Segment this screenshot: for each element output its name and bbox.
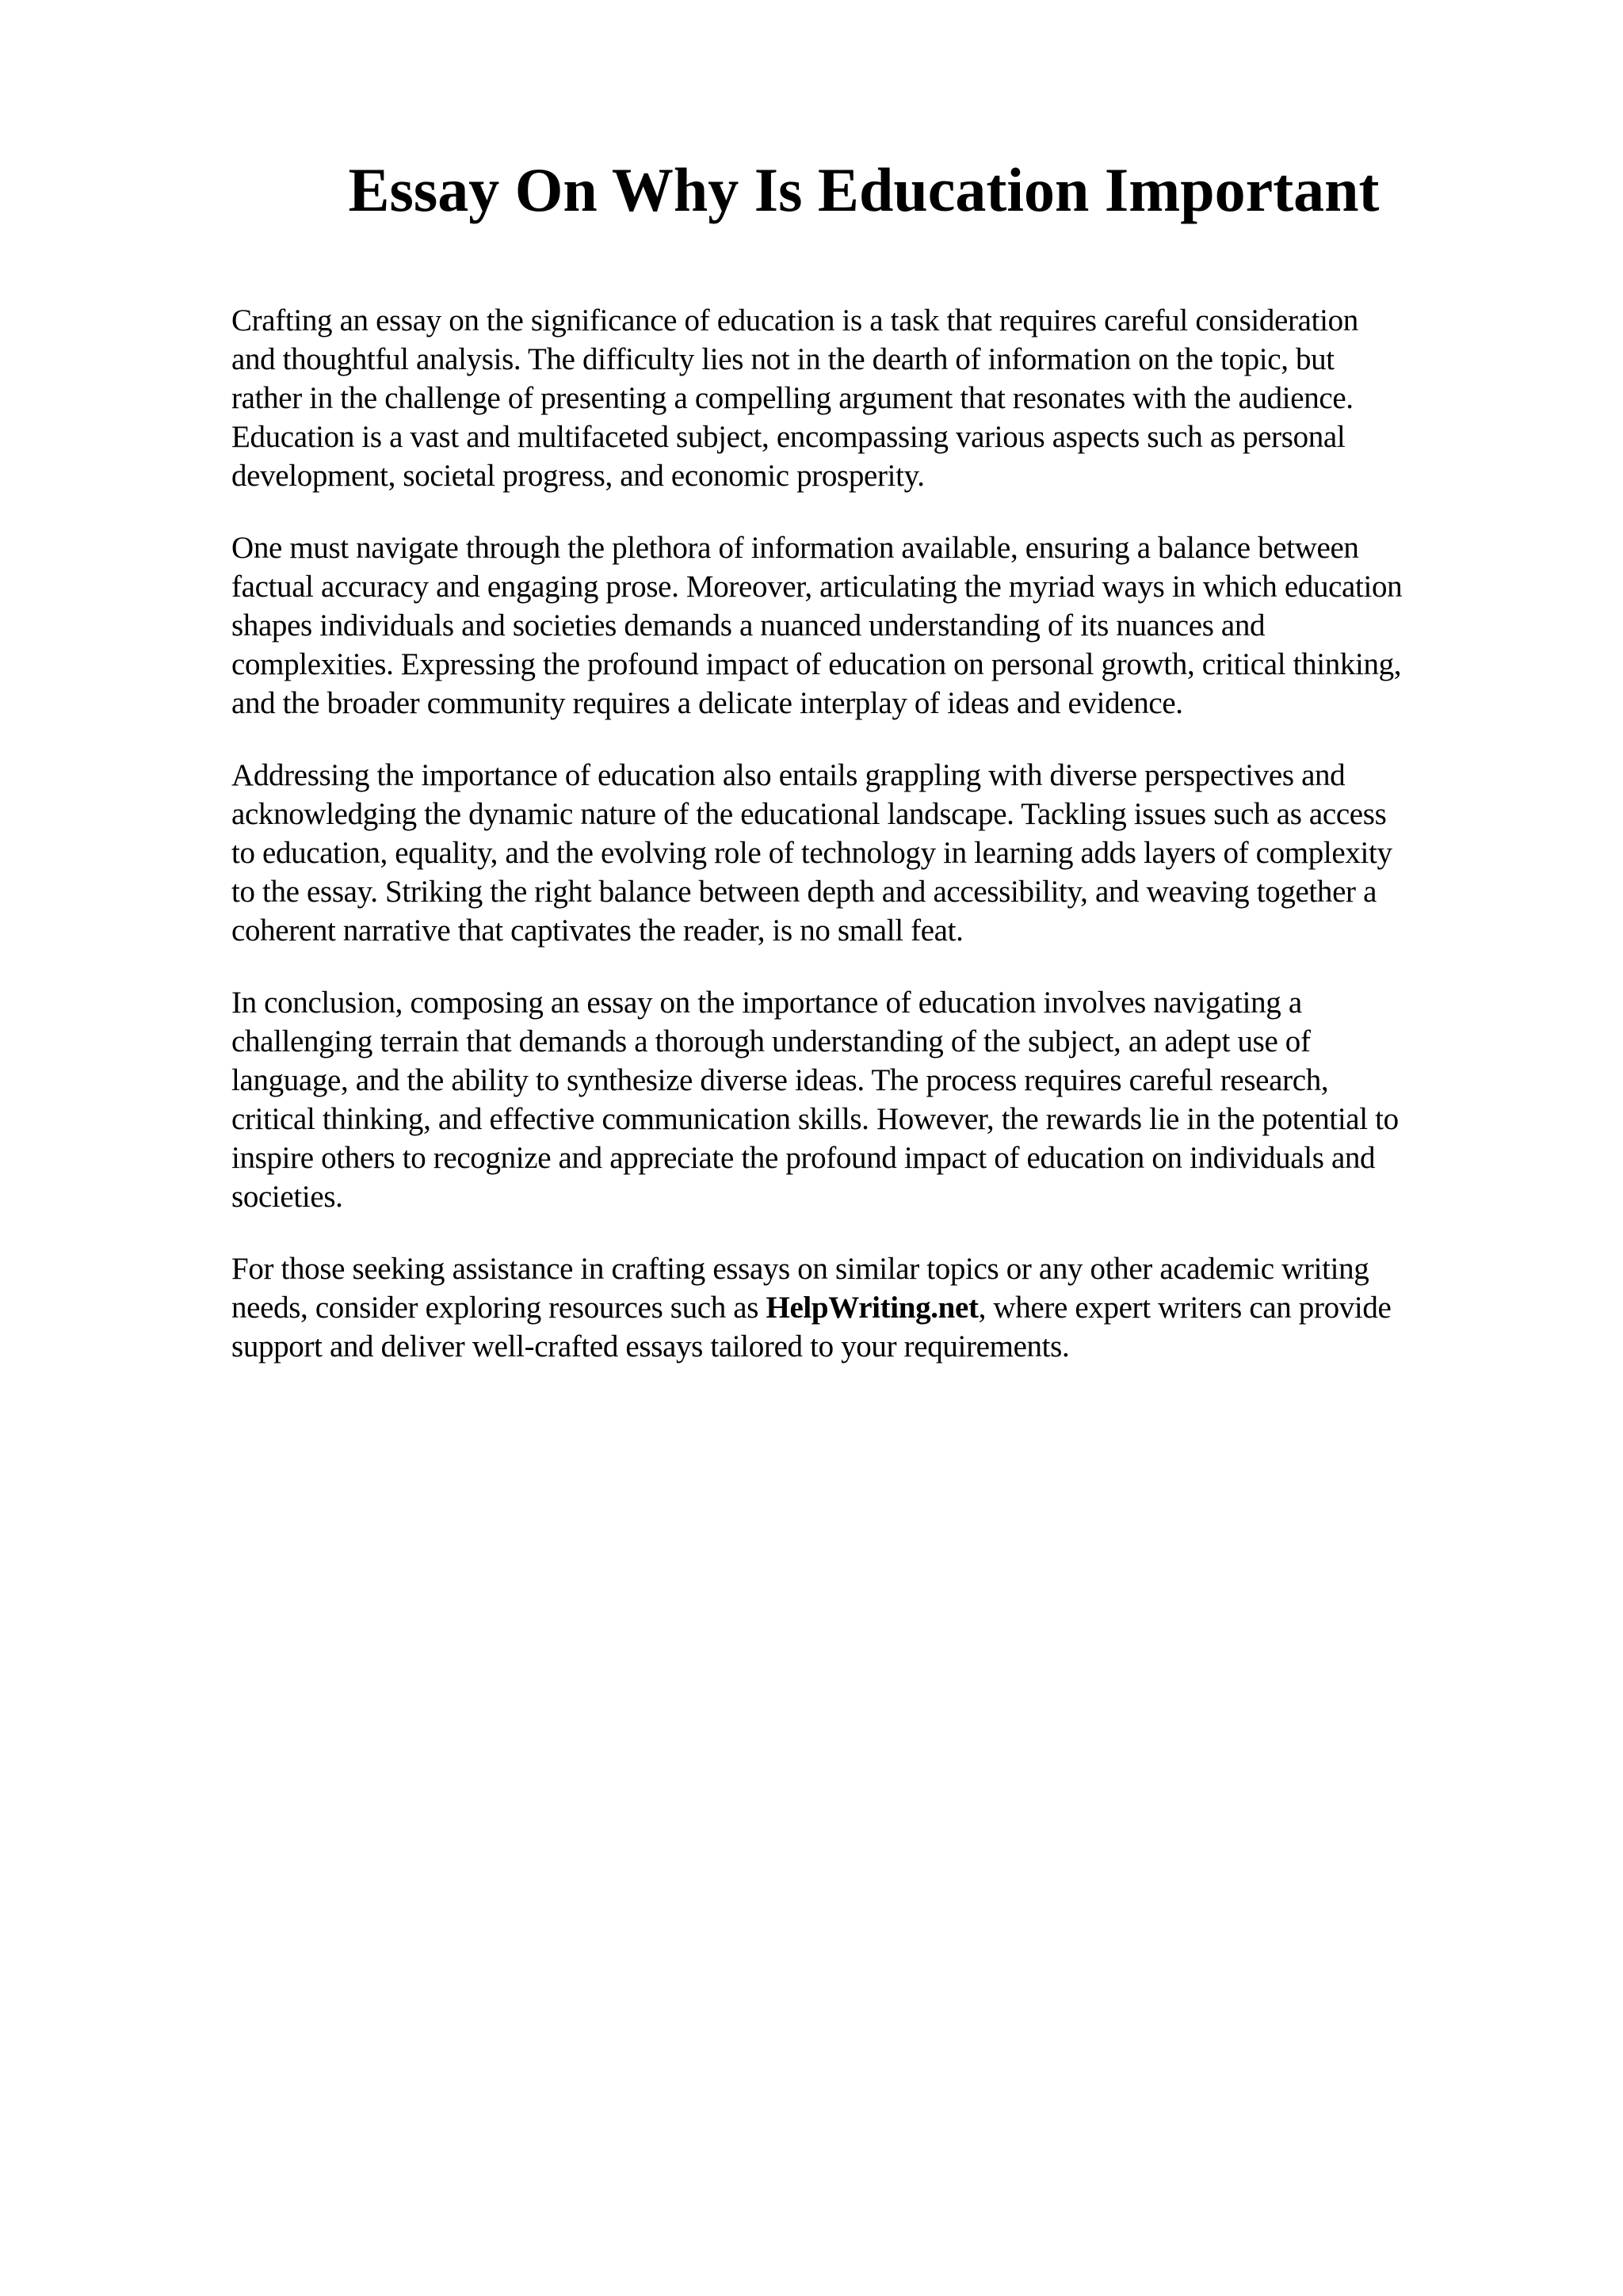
paragraph-4 [231,983,1515,1216]
paragraph-line [231,1288,1515,1327]
paragraph-2 [231,528,1515,723]
paragraph-line: challenging terrain that demands a thorough understanding of the subject, an adept use of [231,1024,1311,1058]
paragraph-line: coherent narrative that captivates the reader, is no small feat. [231,913,964,948]
paragraph-closing [231,1249,1515,1366]
paragraph-line: to education, equality, and the evolving role of technology in learning adds layers of complexity [231,836,1392,870]
paragraph-line: One must navigate through the plethora of information available, ensuring a balance between [231,531,1359,565]
paragraph-line: language, and the ability to synthesize diverse ideas. The process requires careful research, [231,1063,1329,1097]
paragraph-line: societies. [231,1180,343,1214]
paragraph-line: complexities. Expressing the profound impact of education on personal growth, critical thinking, [231,647,1402,681]
closing-text-after-link: , where expert writers can provide [978,1291,1392,1325]
paragraph-line: For those seeking assistance in crafting essays on similar topics or any other academic writing [231,1252,1369,1286]
paragraph-line: critical thinking, and effective communication skills. However, the rewards lie in the potential to [231,1102,1399,1136]
document-body [231,301,1515,1399]
paragraph-line: development, societal progress, and economic prosperity. [231,459,925,493]
paragraph-line: Crafting an essay on the significance of education is a task that requires careful consideration [231,303,1358,338]
paragraph-3 [231,756,1515,950]
helpwriting-link[interactable]: HelpWriting.net [766,1291,979,1325]
paragraph-line: and the broader community requires a delicate interplay of ideas and evidence. [231,686,1183,720]
paragraph-line: rather in the challenge of presenting a compelling argument that resonates with the audience. [231,381,1354,415]
paragraph-line: support and deliver well-crafted essays tailored to your requirements. [231,1329,1070,1363]
paragraph-line: acknowledging the dynamic nature of the educational landscape. Tackling issues such as access [231,797,1387,831]
paragraph-line: to the essay. Striking the right balance between depth and accessibility, and weaving together a [231,875,1377,909]
paragraph-line: and thoughtful analysis. The difficulty lies not in the dearth of information on the topic, but [231,342,1335,376]
paragraph-line: factual accuracy and engaging prose. Moreover, articulating the myriad ways in which education [231,570,1403,604]
paragraph-line: Addressing the importance of education also entails grappling with diverse perspectives and [231,758,1346,792]
paragraph-line: In conclusion, composing an essay on the importance of education involves navigating a [231,986,1302,1020]
paragraph-line: inspire others to recognize and appreciate the profound impact of education on individuals and [231,1141,1376,1175]
document-title: Essay On Why Is Education Important [348,155,1380,224]
paragraph-line: Education is a vast and multifaceted subject, encompassing various aspects such as personal [231,420,1346,454]
paragraph-line: shapes individuals and societies demands a nuanced understanding of its nuances and [231,608,1266,643]
closing-text-before-link: needs, consider exploring resources such as [231,1291,766,1325]
paragraph-1 [231,301,1515,495]
